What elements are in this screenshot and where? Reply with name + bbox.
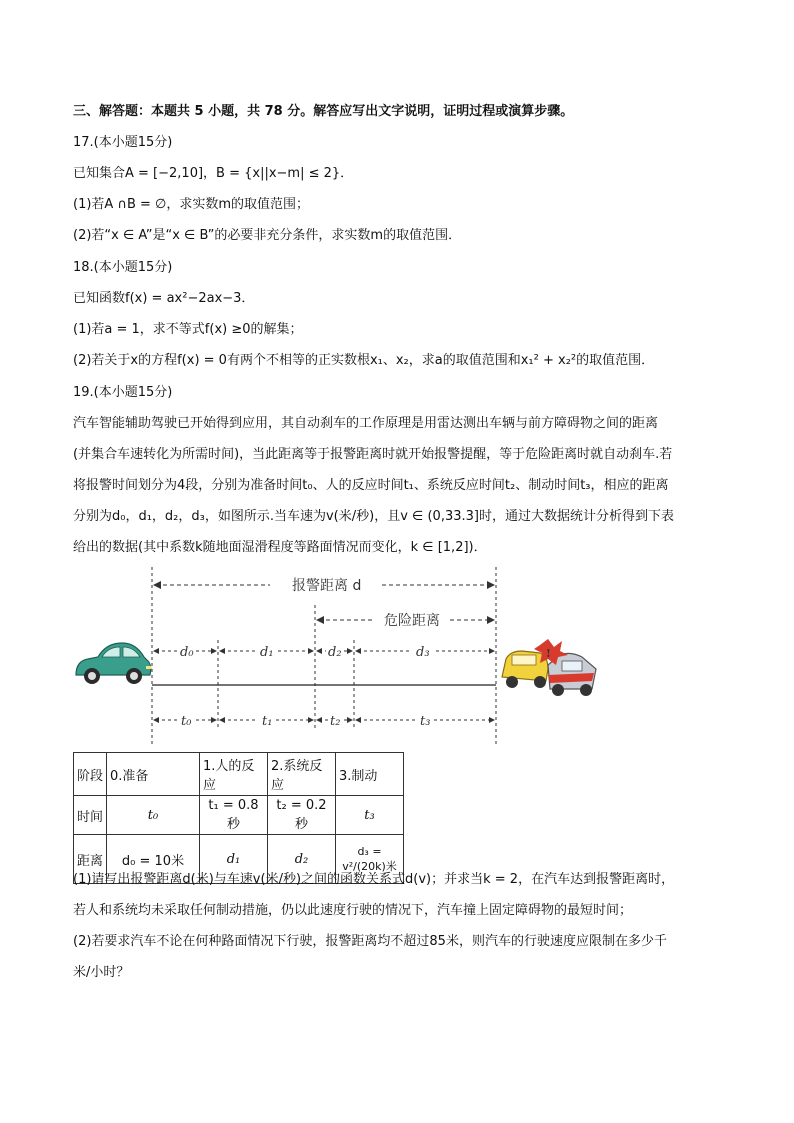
q19-number: 19.(本小题15分) [73, 385, 173, 400]
q19-para5: 给出的数据(其中系数k随地面湿滑程度等路面情况而变化，k ∈ [1,2])． [73, 540, 487, 555]
table-cell: t₃ [336, 796, 404, 835]
table-cell: d₀ = 10米 [107, 835, 200, 884]
alarm-distance-label: 报警距离 d [292, 578, 362, 594]
table-cell: 时间 [74, 796, 107, 835]
stage-table [73, 752, 404, 884]
car-icon [76, 643, 151, 684]
q18-part2: (2)若关于x的方程f(x) = 0有两个不相等的正实数根x₁、x₂，求a的取值范围和x₁² + x₂²的取值范围． [73, 353, 655, 368]
table-cell: t₂ = 0.2秒 [268, 796, 336, 835]
q19-para1: 汽车智能辅助驾驶已开始得到应用，其自动刹车的工作原理是用雷达测出车辆与前方障碍物之间的距离 [73, 416, 659, 431]
q19-para3: 将报警时间划分为4段，分别为准备时间t₀、人的反应时间t₁、系统反应时间t₂、制动时间t₃，相应的距离 [73, 478, 669, 493]
table-cell: d₁ [200, 835, 268, 884]
q18-number: 18.(本小题15分) [73, 260, 173, 275]
d2-label: d₂ [328, 645, 342, 660]
table-cell: 阶段 [74, 753, 107, 796]
car-crash-icon [502, 639, 596, 696]
d3-label: d₃ [416, 645, 430, 660]
table-cell: 2.系统反应 [268, 753, 336, 796]
t2-label: t₂ [330, 714, 341, 729]
table-cell: t₀ [107, 796, 200, 835]
t0-label: t₀ [181, 714, 192, 729]
svg-text:!: ! [546, 647, 551, 660]
section-heading: 三、解答题：本题共 5 小题，共 78 分。解答应写出文字说明，证明过程或演算步骤。 [73, 104, 574, 119]
braking-distance-diagram [70, 565, 610, 750]
q19-part1-line1: (1)请写出报警距离d(米)与车速v(米/秒)之间的函数关系式d(v)；并求当k = 2，在汽车达到报警距离时， [73, 872, 675, 887]
table-cell: 0.准备 [107, 753, 200, 796]
table-cell: 距离 [74, 835, 107, 884]
table-cell: d₂ [268, 835, 336, 884]
danger-distance-label: 危险距离 [384, 613, 440, 629]
q19-para4: 分别为d₀，d₁，d₂，d₃，如图所示.当车速为v(米/秒)，且v ∈ (0,33.3]时，通过大数据统计分析得到下表 [73, 509, 674, 524]
table-cell: t₁ = 0.8秒 [200, 796, 268, 835]
table-cell: d₃ = v²/(20k)米 [336, 835, 404, 884]
table-cell: 1.人的反应 [200, 753, 268, 796]
t3-label: t₃ [420, 714, 431, 729]
q17-stem: 已知集合A = [−2,10]，B = {x||x−m| ≤ 2}． [73, 166, 354, 181]
q19-part1-line2: 若人和系统均未采取任何制动措施，仍以此速度行驶的情况下，汽车撞上固定障碍物的最短时间； [73, 903, 633, 918]
table-cell: 3.制动 [336, 753, 404, 796]
q18-part1: (1)若a = 1，求不等式f(x) ≥0的解集； [73, 322, 303, 337]
q17-number: 17.(本小题15分) [73, 135, 173, 150]
q19-part2-line1: (2)若要求汽车不论在何种路面情况下行驶，报警距离均不超过85米，则汽车的行驶速度应限制在多少千 [73, 934, 667, 949]
q18-stem: 已知函数f(x) = ax²−2ax−3． [73, 291, 255, 306]
q19-para2: (并集合车速转化为所需时间)，当此距离等于报警距离时就开始报警提醒，等于危险距离时就自动刹车.若 [73, 447, 673, 462]
q19-part2-line2: 米/小时？ [73, 965, 130, 980]
d1-label: d₁ [260, 645, 274, 660]
t1-label: t₁ [262, 714, 273, 729]
d0-label: d₀ [180, 645, 194, 660]
q17-part1: (1)若A ∩B = ∅，求实数m的取值范围； [73, 197, 310, 212]
q17-part2: (2)若“x ∈ A”是“x ∈ B”的必要非充分条件，求实数m的取值范围． [73, 228, 462, 243]
